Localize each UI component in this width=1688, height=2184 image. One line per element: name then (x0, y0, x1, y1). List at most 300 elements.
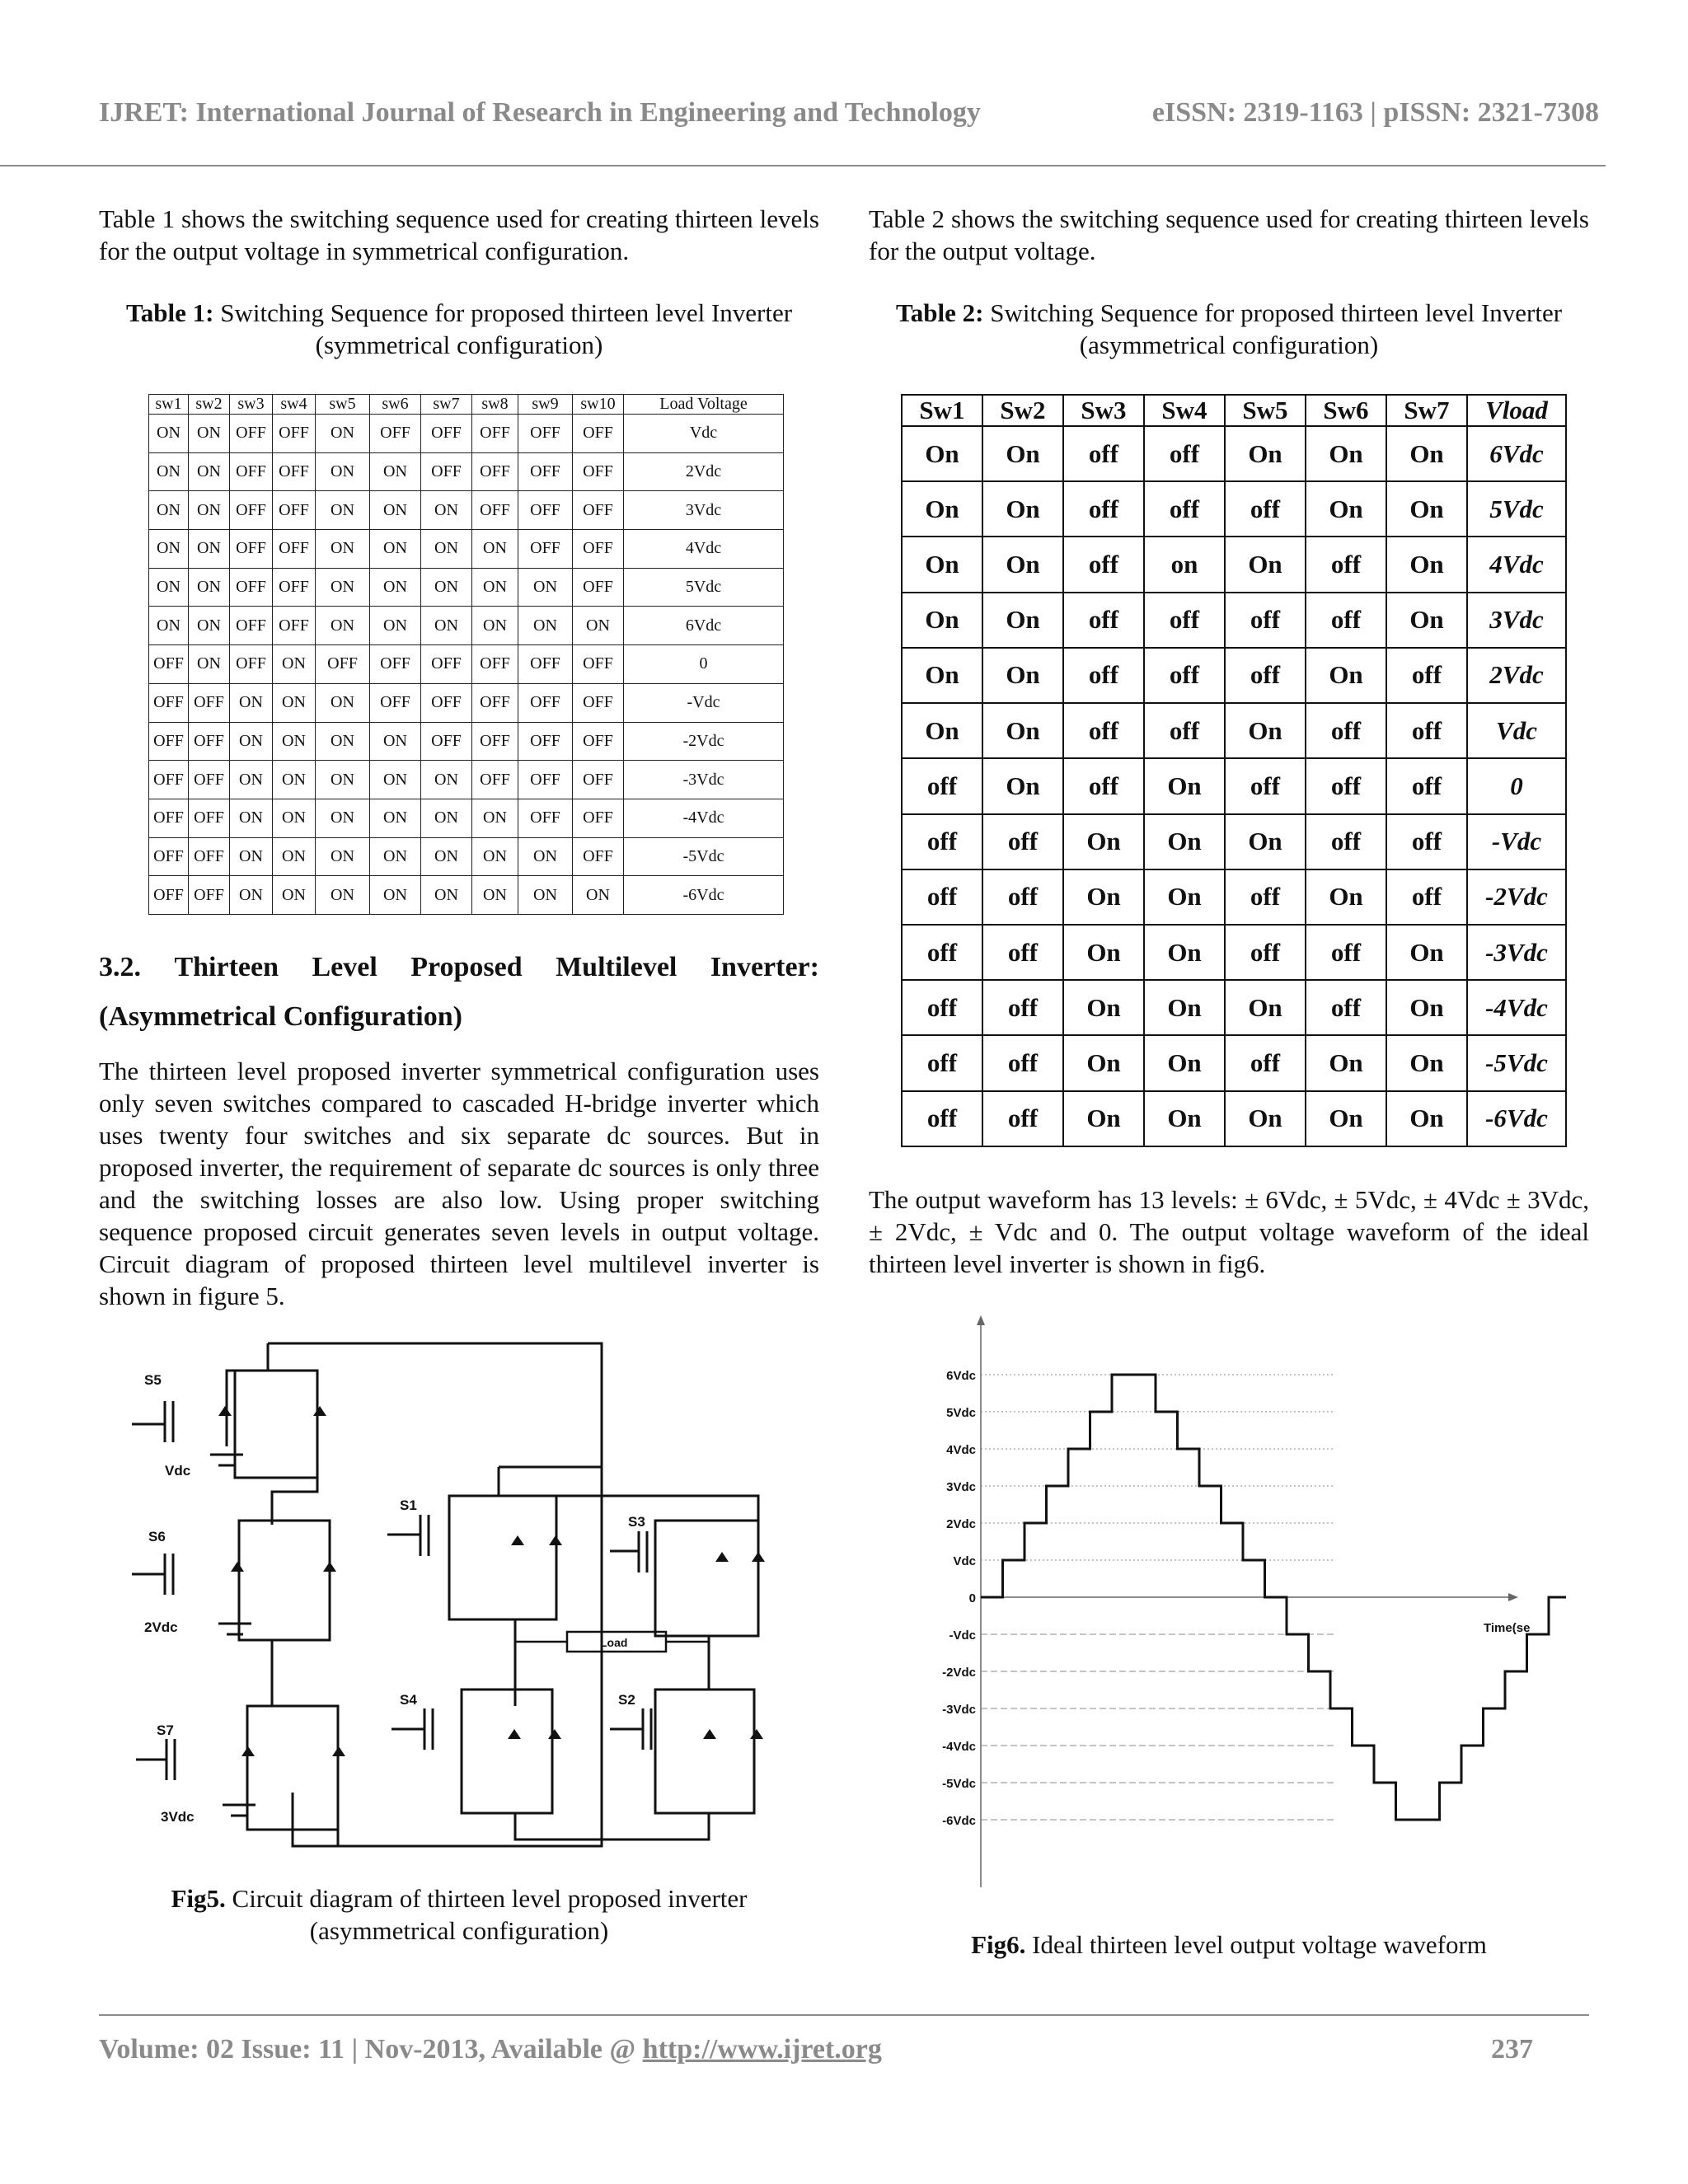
table1-cell: OFF (518, 683, 573, 722)
table1-cell: ON (370, 722, 421, 761)
table2-cell: off (1225, 758, 1306, 813)
fig6-caption (869, 1929, 1589, 1961)
table2-cell: off (902, 1091, 982, 1146)
table1-cell: ON (472, 837, 518, 876)
table1-cell: ON (273, 645, 316, 684)
table2-cell: On (1386, 426, 1467, 481)
table1-cell: ON (149, 491, 189, 530)
table2-cell: off (1386, 758, 1467, 813)
fig5-label-2vdc: 2Vdc (144, 1619, 178, 1635)
section-title-word: Proposed (410, 952, 523, 982)
table2-cell: On (982, 648, 1063, 703)
y-tick-label: -6Vdc (942, 1814, 976, 1828)
table1-cell: OFF (273, 452, 316, 491)
table1-cell: OFF (189, 683, 230, 722)
table2-header-cell: Sw2 (982, 395, 1063, 426)
table2-cell: off (1144, 648, 1225, 703)
table1-cell: ON (149, 452, 189, 491)
table2-cell: off (1306, 593, 1386, 648)
y-tick-label: 6Vdc (946, 1369, 976, 1383)
table2-cell: On (1063, 1035, 1144, 1090)
table1-cell: OFF (573, 415, 624, 453)
y-tick-label: -3Vdc (942, 1703, 976, 1717)
table1-cell: ON (189, 530, 230, 569)
table1-cell: OFF (273, 607, 316, 645)
table1-cell: OFF (230, 607, 273, 645)
table1-row (149, 607, 784, 645)
fig5-label-s5: S5 (144, 1372, 162, 1388)
table1-cell: ON (316, 607, 370, 645)
table1-cell: ON (230, 761, 273, 799)
table1-cell: ON (273, 837, 316, 876)
table2-cell: off (982, 980, 1063, 1035)
table1-cell: OFF (518, 799, 573, 837)
table2-row (902, 980, 1566, 1035)
table1-cell: ON (316, 568, 370, 607)
table2-cell: off (1063, 758, 1144, 813)
table2-cell: On (1306, 1091, 1386, 1146)
table2-cell: off (1306, 814, 1386, 869)
table2-cell: On (1306, 1035, 1386, 1090)
table1-cell: OFF (573, 530, 624, 569)
table1-cell: ON (189, 607, 230, 645)
section-number: 3.2. (99, 952, 141, 982)
table1-row (149, 530, 784, 569)
fig5-circuit-diagram (115, 1319, 799, 1863)
table2-cell: off (902, 814, 982, 869)
table1-cell: -6Vdc (624, 876, 784, 915)
table2-cell: off (1144, 593, 1225, 648)
table1-cell: ON (273, 799, 316, 837)
table2-cell: On (902, 426, 982, 481)
table1-cell: OFF (149, 799, 189, 837)
table1-cell: 4Vdc (624, 530, 784, 569)
table2-cell: On (1225, 1091, 1306, 1146)
table2-cell: off (1144, 426, 1225, 481)
table2-cell: On (1306, 426, 1386, 481)
table2-cell: off (1225, 925, 1306, 980)
table1-cell: OFF (149, 837, 189, 876)
y-tick-label: -Vdc (949, 1629, 976, 1643)
table2-row (902, 814, 1566, 869)
table2-cell: off (1306, 925, 1386, 980)
table2-caption-label: Table 2: (895, 298, 984, 327)
table1-cell: ON (421, 876, 472, 915)
table2-cell: On (902, 648, 982, 703)
table1-cell: OFF (472, 683, 518, 722)
fig5-caption-label: Fig5. (171, 1884, 226, 1913)
footer-volume-text: Volume: 02 Issue: 11 | Nov-2013, Available @ (99, 2034, 636, 2064)
fig5-label-s4: S4 (400, 1692, 417, 1708)
table1-cell: OFF (472, 491, 518, 530)
table2-row (902, 1091, 1566, 1146)
table1-cell: ON (316, 876, 370, 915)
table2-cell: On (1386, 1035, 1467, 1090)
table1-row (149, 876, 784, 915)
table1-cell: ON (316, 452, 370, 491)
table1-cell: ON (230, 683, 273, 722)
table1-cell: OFF (518, 491, 573, 530)
table1-cell: OFF (518, 761, 573, 799)
table2-header-cell: Sw1 (902, 395, 982, 426)
table2-cell: On (902, 593, 982, 648)
footer-volume (99, 2034, 882, 2065)
table2-cell: off (902, 1035, 982, 1090)
table1-cell: ON (370, 837, 421, 876)
table1-cell: ON (230, 837, 273, 876)
table1-cell: OFF (230, 568, 273, 607)
table2-cell: On (1306, 481, 1386, 537)
table2-cell: On (1144, 1035, 1225, 1090)
table1-header-cell: sw8 (472, 395, 518, 415)
table2-caption (869, 297, 1589, 361)
section-heading (99, 952, 819, 1033)
table2-cell: off (1144, 481, 1225, 537)
table2-cell: off (1063, 648, 1144, 703)
table1-cell: OFF (189, 876, 230, 915)
table1-cell: OFF (518, 530, 573, 569)
table2-cell: Vdc (1467, 703, 1566, 758)
table2-cell: off (902, 869, 982, 925)
y-tick-label: 5Vdc (946, 1406, 976, 1420)
table1-cell: OFF (573, 761, 624, 799)
table1-row (149, 452, 784, 491)
table1-cell: ON (472, 876, 518, 915)
table1-row (149, 491, 784, 530)
table1-cell: ON (230, 722, 273, 761)
section-heading-line2: (Asymmetrical Configuration) (99, 1001, 462, 1032)
table1-cell: ON (370, 607, 421, 645)
table1-cell: ON (421, 530, 472, 569)
table2-cell: off (1063, 703, 1144, 758)
table2-cell: off (902, 980, 982, 1035)
table2-cell: off (1225, 481, 1306, 537)
table2-cell: off (982, 1035, 1063, 1090)
y-tick-label: -4Vdc (942, 1740, 976, 1754)
table2-row (902, 703, 1566, 758)
y-axis-arrow (977, 1315, 985, 1325)
table1-cell: ON (370, 452, 421, 491)
table1-cell: ON (316, 491, 370, 530)
table1-cell: ON (518, 837, 573, 876)
table2-cell: On (1144, 758, 1225, 813)
table2-header-row (902, 395, 1566, 426)
table1-cell: OFF (573, 837, 624, 876)
table1-cell: ON (189, 645, 230, 684)
table1-header-cell: sw7 (421, 395, 472, 415)
table1-cell: ON (573, 876, 624, 915)
table1-cell: ON (189, 491, 230, 530)
table1-cell: OFF (573, 568, 624, 607)
table1-cell: OFF (149, 722, 189, 761)
fig5-caption (99, 1882, 819, 1947)
table2-row (902, 593, 1566, 648)
table2-cell: 2Vdc (1467, 648, 1566, 703)
table1-row (149, 722, 784, 761)
table1-cell: ON (370, 491, 421, 530)
section-body: The thirteen level proposed inverter symmetrical configuration uses only seven switches compared to cascaded H-bridge inverter which uses twenty four switches and six separate dc sources. But in proposed inverter, the requirement of separate dc sources is only three and the switching losses are also low. Using proper switching sequence proposed circuit generates seven levels in output voltage. Circuit diagram of proposed thirteen level multilevel inverter is shown in figure 5. (99, 1057, 819, 1310)
table1-cell: ON (316, 530, 370, 569)
table2-cell: off (1063, 593, 1144, 648)
header-rule (0, 165, 1606, 166)
table1-cell: ON (316, 722, 370, 761)
table1-cell: OFF (370, 645, 421, 684)
table1-cell: OFF (573, 683, 624, 722)
table1-cell: ON (518, 607, 573, 645)
table1-cell: ON (316, 683, 370, 722)
table2-cell: off (1225, 869, 1306, 925)
table1-cell: OFF (149, 761, 189, 799)
table2-header-cell: Sw4 (1144, 395, 1225, 426)
table2-cell: off (1063, 537, 1144, 592)
table1-cell: ON (149, 530, 189, 569)
table1-cell: ON (518, 876, 573, 915)
table1-cell: 2Vdc (624, 452, 784, 491)
table2-header-cell: Sw7 (1386, 395, 1467, 426)
fig5-label-s2: S2 (618, 1692, 635, 1708)
table1-cell: 6Vdc (624, 607, 784, 645)
table2-cell: on (1144, 537, 1225, 592)
fig5-label-vdc: Vdc (165, 1463, 191, 1479)
table1-cell: OFF (518, 452, 573, 491)
table2-cell: off (1063, 426, 1144, 481)
x-axis-label: Time(se (1484, 1621, 1531, 1635)
table1-cell: OFF (189, 722, 230, 761)
table2-header-cell: Vload (1467, 395, 1566, 426)
table2-cell: On (1063, 1091, 1144, 1146)
table1-header-cell: sw2 (189, 395, 230, 415)
table2-cell: 5Vdc (1467, 481, 1566, 537)
table2-cell: off (982, 1091, 1063, 1146)
table1-cell: OFF (421, 452, 472, 491)
table1-row (149, 837, 784, 876)
footer-url-link[interactable]: http://www.ijret.org (642, 2034, 882, 2064)
table1-cell: OFF (472, 415, 518, 453)
table1-cell: 3Vdc (624, 491, 784, 530)
table2-row (902, 869, 1566, 925)
table1-cell: ON (273, 876, 316, 915)
table1-cell: OFF (421, 415, 472, 453)
table1-cell: ON (149, 607, 189, 645)
table1-header-cell: Load Voltage (624, 395, 784, 415)
table1-cell: OFF (149, 645, 189, 684)
table1-cell: ON (370, 799, 421, 837)
levels-paragraph: The output waveform has 13 levels: ± 6Vdc, ± 5Vdc, ± 4Vdc ± 3Vdc, ± 2Vdc, ± Vdc and 0. The output voltage waveform of the ideal thirteen level inverter is shown in fig6. (869, 1185, 1589, 1278)
fig5-label-s7: S7 (157, 1722, 174, 1738)
table1-cell: ON (421, 607, 472, 645)
table1-cell: OFF (472, 452, 518, 491)
table1-cell: OFF (370, 683, 421, 722)
table2-cell: On (1386, 980, 1467, 1035)
table2-header-cell: Sw3 (1063, 395, 1144, 426)
table1-cell: OFF (273, 415, 316, 453)
y-tick-label: 4Vdc (946, 1443, 976, 1457)
table2-cell: On (1306, 648, 1386, 703)
table1-cell: ON (189, 568, 230, 607)
table2-cell: 4Vdc (1467, 537, 1566, 592)
table2-cell: off (1225, 593, 1306, 648)
table2-cell: On (1144, 980, 1225, 1035)
table2-cell: On (1225, 814, 1306, 869)
table2-header-cell: Sw5 (1225, 395, 1306, 426)
table2-cell: off (1306, 980, 1386, 1035)
table1-intro: Table 1 shows the switching sequence used for creating thirteen levels for the output voltage in symmetrical configuration. (99, 204, 819, 265)
table1-row (149, 799, 784, 837)
table1-cell: ON (421, 761, 472, 799)
fig5-label-s3: S3 (628, 1514, 645, 1530)
table1-cell: ON (230, 876, 273, 915)
table1-cell: ON (273, 722, 316, 761)
table1-cell: ON (518, 568, 573, 607)
table1-cell: OFF (149, 876, 189, 915)
table1-cell: OFF (518, 645, 573, 684)
table2-cell: off (1063, 481, 1144, 537)
section-title-word: Thirteen (174, 952, 279, 982)
page-number: 237 (1491, 2034, 1533, 2064)
section-title-word: Multilevel (556, 952, 678, 982)
table1-row (149, 568, 784, 607)
table2-cell: On (1063, 925, 1144, 980)
table2-cell: On (1386, 537, 1467, 592)
table2-cell: off (1225, 1035, 1306, 1090)
table1-cell: OFF (370, 415, 421, 453)
table2-cell: off (902, 925, 982, 980)
table1-cell: OFF (573, 452, 624, 491)
table2-cell: off (1386, 648, 1467, 703)
table1-cell: OFF (149, 683, 189, 722)
table2-row (902, 925, 1566, 980)
table1-cell: ON (149, 415, 189, 453)
table2-cell: off (1306, 758, 1386, 813)
y-tick-label: 0 (968, 1591, 976, 1605)
table2-row (902, 537, 1566, 592)
table1-cell: 0 (624, 645, 784, 684)
fig6-caption-text: Ideal thirteen level output voltage waveform (1032, 1930, 1487, 1959)
table1-cell: ON (472, 530, 518, 569)
footer-rule (99, 2014, 1589, 2016)
table2 (901, 394, 1567, 1147)
table1 (148, 394, 784, 915)
table1-cell: ON (316, 415, 370, 453)
table1-cell: ON (370, 876, 421, 915)
table1-cell: ON (316, 799, 370, 837)
table1-caption (99, 297, 819, 361)
table1-cell: OFF (230, 491, 273, 530)
table1-caption-label: Table 1: (125, 298, 214, 327)
table1-header-cell: sw6 (370, 395, 421, 415)
fig5-caption-text: Circuit diagram of thirteen level proposed inverter (asymmetrical configuration) (232, 1884, 748, 1945)
y-tick-label: -5Vdc (942, 1777, 976, 1791)
table1-cell: ON (370, 530, 421, 569)
page-header (99, 97, 1599, 129)
table1-cell: -5Vdc (624, 837, 784, 876)
table1-cell: OFF (573, 722, 624, 761)
table1-cell: ON (370, 568, 421, 607)
table2-cell: On (1144, 1091, 1225, 1146)
fig6-caption-label: Fig6. (971, 1930, 1026, 1959)
y-tick-label: 3Vdc (946, 1480, 976, 1494)
table1-row (149, 645, 784, 684)
fig5-label-load: Load (600, 1636, 628, 1649)
table1-cell: ON (472, 607, 518, 645)
table1-cell: ON (421, 837, 472, 876)
table1-cell: -2Vdc (624, 722, 784, 761)
table1-header-cell: sw1 (149, 395, 189, 415)
table2-cell: off (1306, 537, 1386, 592)
issn: eISSN: 2319-1163 | pISSN: 2321-7308 (1151, 97, 1599, 128)
table2-cell: On (1063, 869, 1144, 925)
table1-cell: OFF (189, 837, 230, 876)
section-heading-line1 (99, 952, 819, 983)
table1-cell: ON (316, 837, 370, 876)
table1-cell: OFF (230, 645, 273, 684)
y-tick-label: -2Vdc (942, 1666, 976, 1680)
table1-cell: OFF (518, 722, 573, 761)
table2-cell: On (1386, 1091, 1467, 1146)
table1-cell: -3Vdc (624, 761, 784, 799)
table2-cell: On (1063, 980, 1144, 1035)
table2-cell: off (1386, 814, 1467, 869)
table1-cell: ON (472, 568, 518, 607)
table2-cell: On (1225, 537, 1306, 592)
fig5-label-s6: S6 (148, 1529, 166, 1544)
table1-cell: OFF (230, 452, 273, 491)
table1-cell: OFF (518, 415, 573, 453)
table1-cell: OFF (273, 530, 316, 569)
table1-cell: -Vdc (624, 683, 784, 722)
table2-cell: On (982, 426, 1063, 481)
table2-cell: off (982, 869, 1063, 925)
table1-header-cell: sw5 (316, 395, 370, 415)
table1-cell: -4Vdc (624, 799, 784, 837)
table1-header-cell: sw3 (230, 395, 273, 415)
fig5-label-3vdc: 3Vdc (161, 1809, 195, 1825)
table2-cell: On (1225, 703, 1306, 758)
table2-cell: off (982, 814, 1063, 869)
table2-cell: 6Vdc (1467, 426, 1566, 481)
table2-cell: On (1306, 869, 1386, 925)
table2-header-cell: Sw6 (1306, 395, 1386, 426)
table2-cell: off (1386, 869, 1467, 925)
table1-cell: Vdc (624, 415, 784, 453)
table2-cell: -3Vdc (1467, 925, 1566, 980)
table1-cell: ON (421, 568, 472, 607)
table1-cell: OFF (573, 645, 624, 684)
table2-row (902, 1035, 1566, 1090)
table2-cell: On (1386, 481, 1467, 537)
table2-cell: On (1225, 426, 1306, 481)
table1-cell: ON (189, 415, 230, 453)
table2-cell: On (902, 537, 982, 592)
table1-cell: ON (273, 761, 316, 799)
table1-cell: ON (273, 683, 316, 722)
table2-cell: off (1144, 703, 1225, 758)
table1-cell: OFF (189, 761, 230, 799)
table1-cell: OFF (573, 491, 624, 530)
table1-cell: ON (472, 799, 518, 837)
table1-cell: 5Vdc (624, 568, 784, 607)
table1-row (149, 683, 784, 722)
table2-row (902, 648, 1566, 703)
table2-cell: On (1063, 814, 1144, 869)
table2-intro: Table 2 shows the switching sequence used for creating thirteen levels for the output voltage. (869, 204, 1589, 265)
table2-cell: On (1144, 925, 1225, 980)
table2-cell: -5Vdc (1467, 1035, 1566, 1090)
journal-title: IJRET: International Journal of Research in Engineering and Technology (99, 97, 981, 128)
table1-caption-text: Switching Sequence for proposed thirteen level Inverter (symmetrical configuration) (220, 298, 793, 359)
table2-cell: off (1306, 703, 1386, 758)
table2-cell: off (1386, 703, 1467, 758)
